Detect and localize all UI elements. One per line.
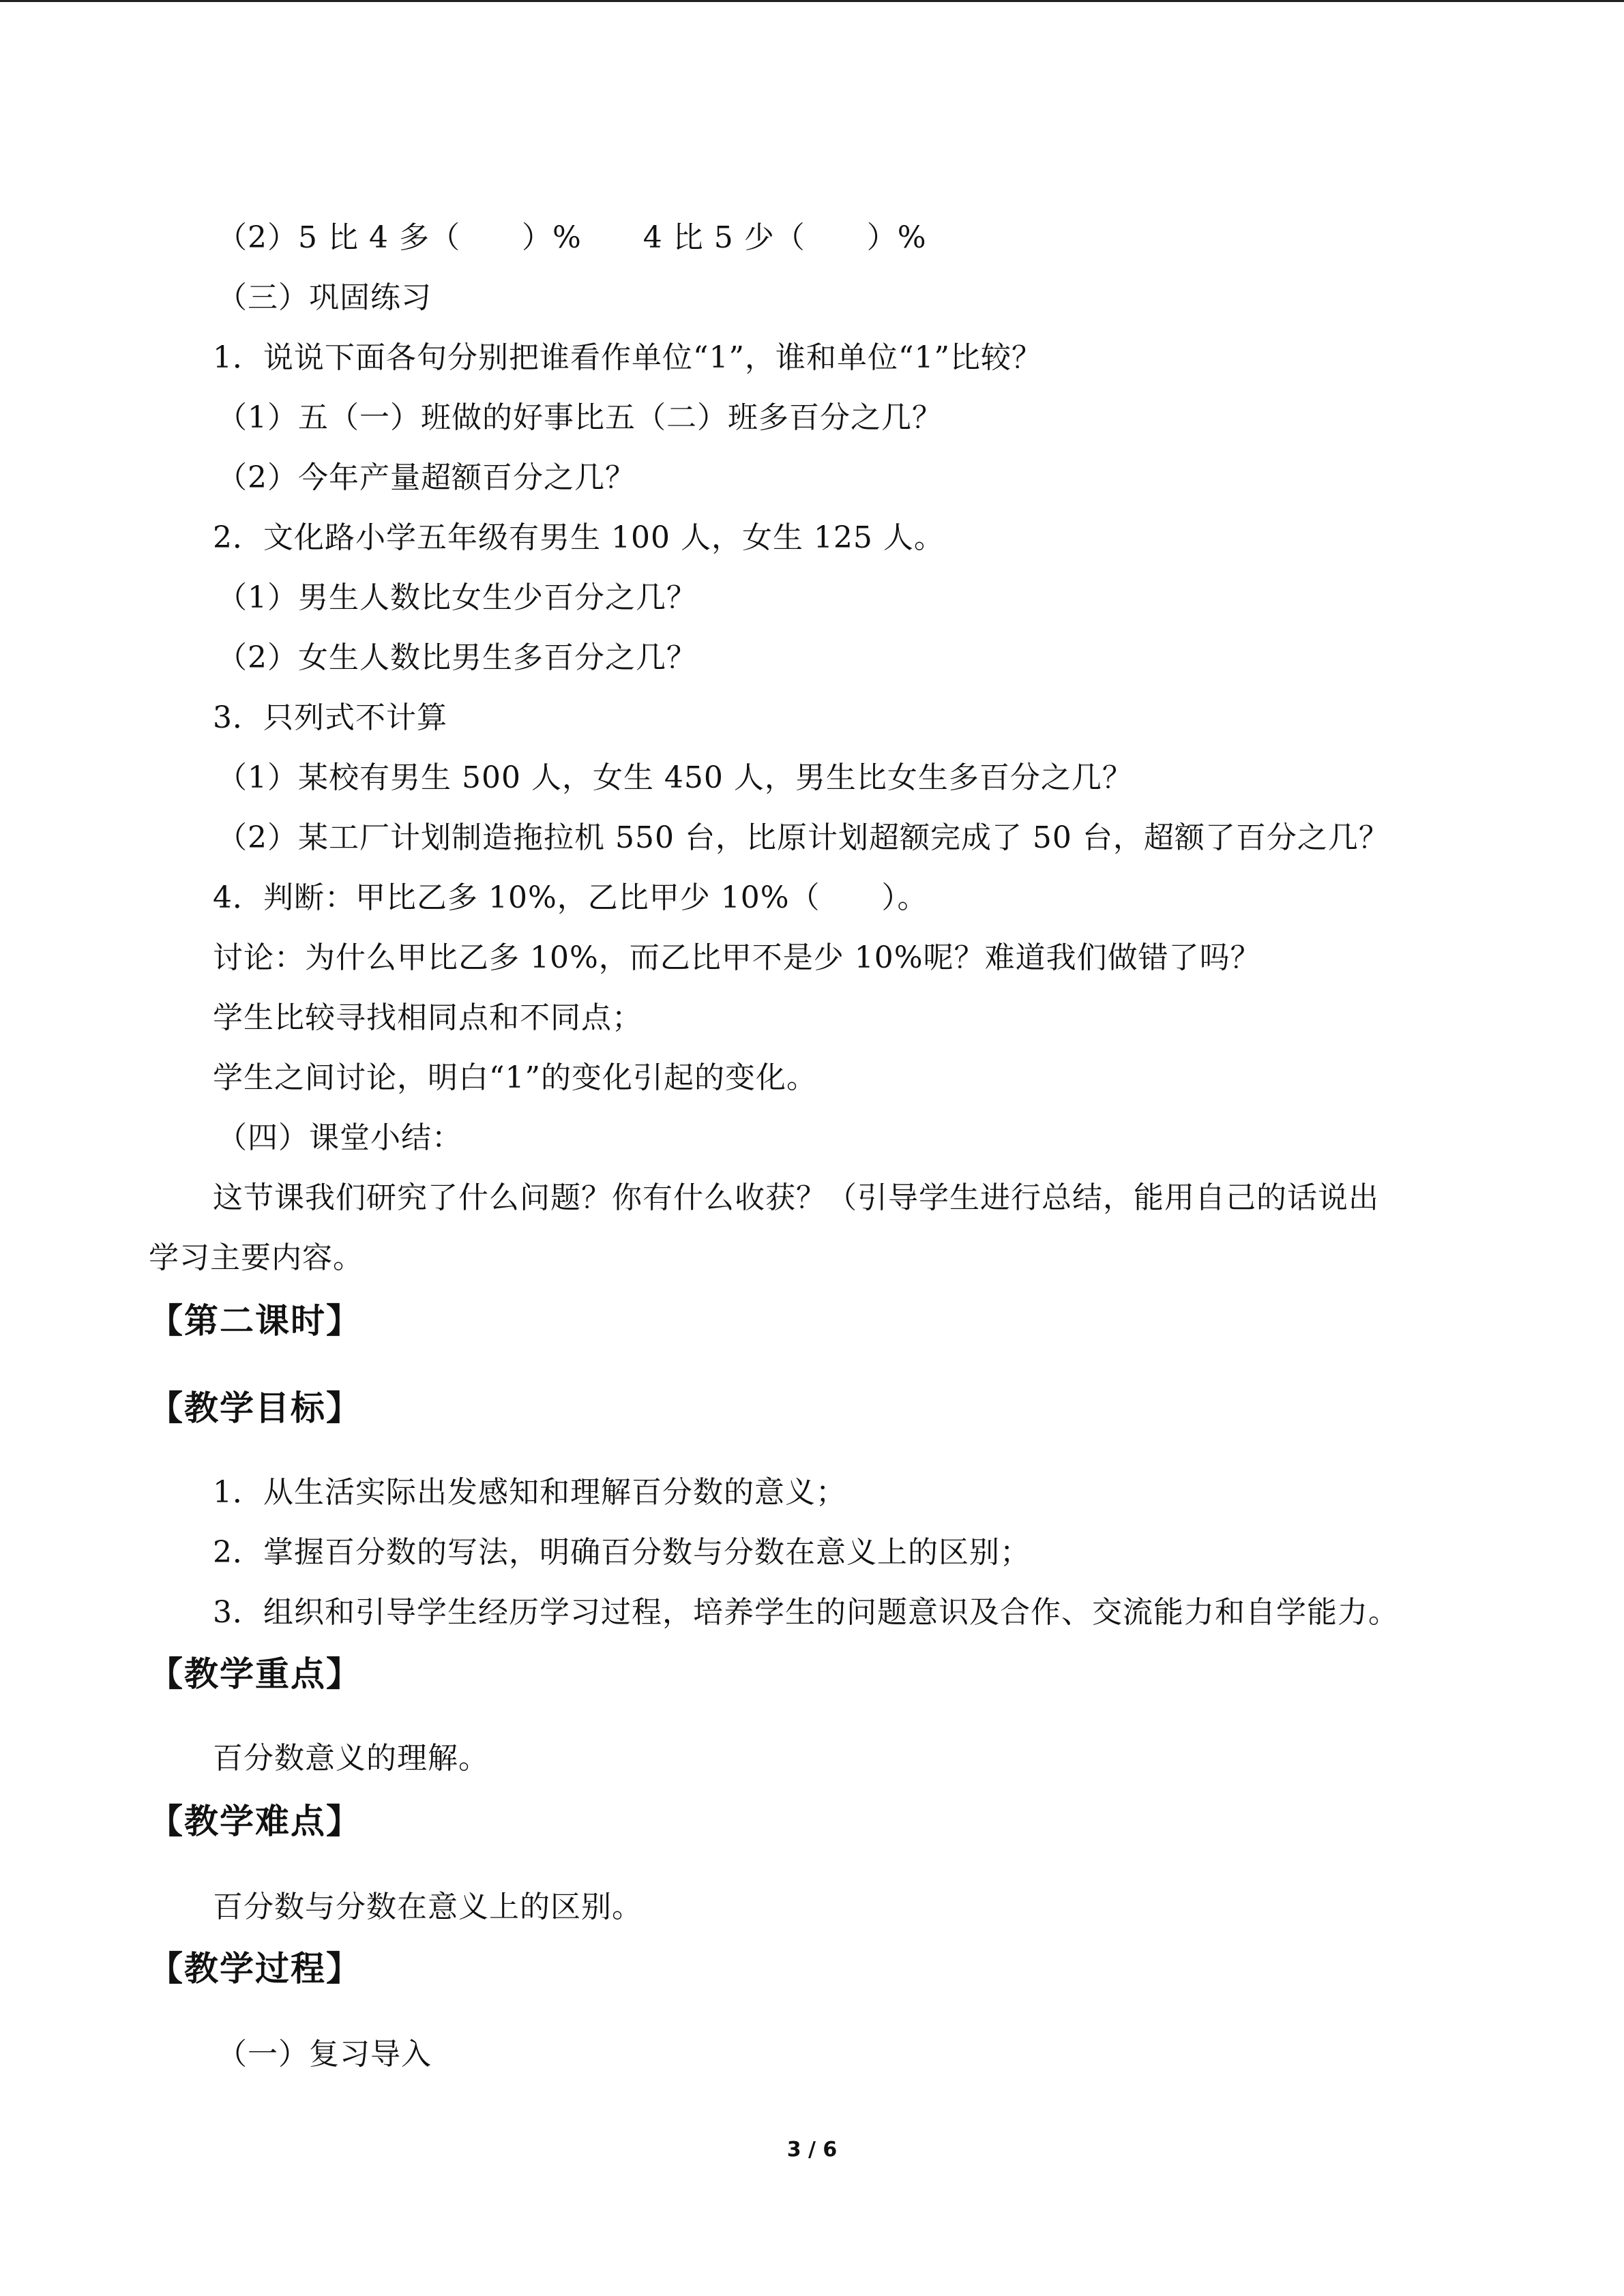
discussion-text: 讨论：为什么甲比乙多 10%，而乙比甲不是少 10%呢？难道我们做错了吗？ — [213, 940, 1261, 975]
sub-item: （2）某工厂计划制造拖拉机 550 台，比原计划超额完成了 50 台，超额了百分之几？ — [217, 820, 1389, 855]
sub-item: （1）男生人数比女生少百分之几？ — [217, 580, 697, 615]
exercise-item: 2．文化路小学五年级有男生 100 人，女生 125 人。 — [213, 520, 945, 555]
goal-item: 2．掌握百分数的写法，明确百分数与分数在意义上的区别； — [213, 1535, 1031, 1570]
heading-process: 【教学过程】 — [149, 1949, 361, 1988]
discussion-text: 学生比较寻找相同点和不同点； — [213, 1000, 643, 1035]
discussion-text: 学生之间讨论，明白“1”的变化引起的变化。 — [213, 1060, 817, 1095]
process-text: （一）复习导入 — [217, 2037, 432, 2072]
section-label: （四）课堂小结： — [217, 1120, 462, 1155]
summary-text: 这节课我们研究了什么问题？你有什么收获？（引导学生进行总结，能用自己的话说出 — [213, 1180, 1379, 1215]
goal-item: 1．从生活实际出发感知和理解百分数的意义； — [213, 1475, 846, 1510]
sub-item: （1）某校有男生 500 人，女生 450 人，男生比女生多百分之几？ — [217, 760, 1133, 795]
sub-item: （1）五（一）班做的好事比五（二）班多百分之几？ — [217, 400, 943, 435]
heading-difficulty: 【教学难点】 — [149, 1802, 361, 1841]
heading-lesson2: 【第二课时】 — [149, 1301, 361, 1341]
difficulty-text: 百分数与分数在意义上的区别。 — [213, 1890, 643, 1924]
goal-item: 3．组织和引导学生经历学习过程，培养学生的问题意识及合作、交流能力和自学能力。 — [213, 1595, 1399, 1630]
sub-item: （2）今年产量超额百分之几？ — [217, 460, 636, 495]
exercise-item: 4．判断：甲比乙多 10%，乙比甲少 10%（ ）。 — [213, 880, 928, 915]
key-text: 百分数意义的理解。 — [213, 1741, 489, 1776]
heading-goals: 【教学目标】 — [149, 1388, 361, 1428]
page-number: 3 / 6 — [786, 2138, 838, 2162]
exercise-item: 3．只列式不计算 — [213, 700, 447, 735]
exercise-item: 1．说说下面各句分别把谁看作单位“1”，谁和单位“1”比较？ — [213, 340, 1042, 375]
summary-text: 学习主要内容。 — [149, 1240, 364, 1275]
text-line: （2）5 比 4 多（ ）% 4 比 5 少（ ）% — [217, 220, 927, 255]
section-label: （三）巩固练习 — [217, 280, 432, 315]
sub-item: （2）女生人数比男生多百分之几？ — [217, 640, 697, 675]
heading-key: 【教学重点】 — [149, 1654, 361, 1694]
